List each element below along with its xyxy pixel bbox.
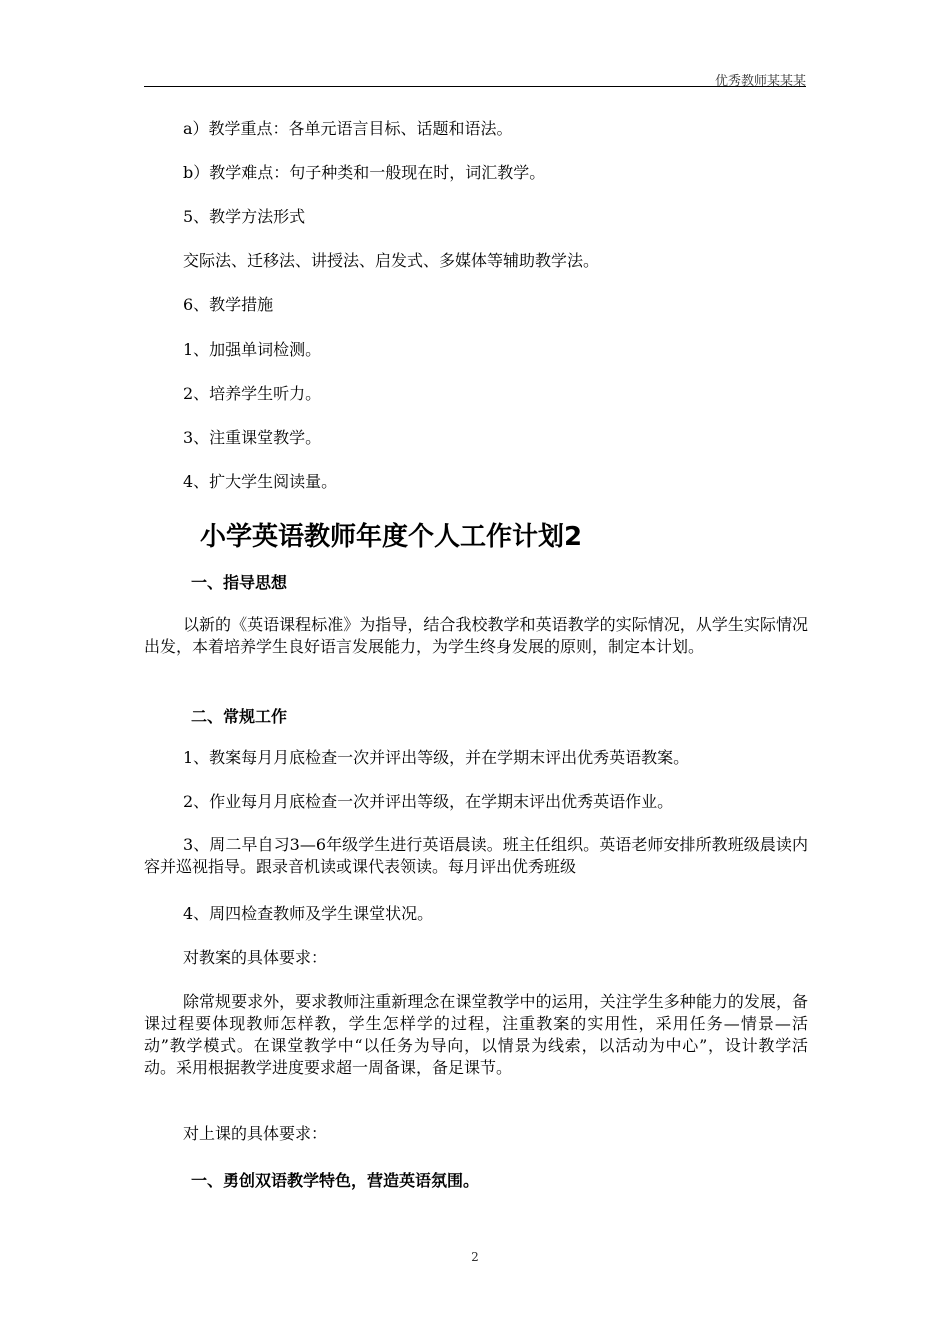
text-line: 3、注重课堂教学。 — [183, 428, 322, 447]
section-heading: 一、指导思想 — [191, 573, 288, 592]
document-title: 小学英语教师年度个人工作计划2 — [200, 522, 583, 552]
header-divider — [144, 86, 806, 87]
text-line: 对上课的具体要求： — [183, 1124, 328, 1143]
text-line: 交际法、迁移法、讲授法、启发式、多媒体等辅助教学法。 — [183, 251, 600, 270]
paragraph: 除常规要求外，要求教师注重新理念在课堂教学中的运用，关注学生多种能力的发展，备课过程要体现教师怎样教，学生怎样学的过程，注重教案的实用性，采用任务—情景—活动”教学模式。在课堂教学中“以任务为导向，以情景为线索，以活动为中心”，设计教学活动。采用根据教学进度要求超一周备课，备足课节。 — [144, 992, 808, 1077]
text-line: 5、教学方法形式 — [183, 207, 306, 226]
text-line: 6、教学措施 — [183, 295, 274, 314]
text-line: 对教案的具体要求： — [183, 948, 328, 967]
text-line: 4、周四检查教师及学生课堂状况。 — [183, 904, 434, 923]
text-line: b）教学难点：句子种类和一般现在时，词汇教学。 — [183, 163, 546, 182]
text-line: 2、培养学生听力。 — [183, 384, 322, 403]
text-line: 1、加强单词检测。 — [183, 340, 322, 359]
sub-heading: 一、勇创双语教学特色，营造英语氛围。 — [191, 1171, 480, 1190]
section-heading: 二、常规工作 — [191, 707, 288, 726]
text-line: 1、教案每月月底检查一次并评出等级，并在学期末评出优秀英语教案。 — [183, 748, 690, 767]
page-number: 2 — [471, 1250, 479, 1264]
text-line: a）教学重点：各单元语言目标、话题和语法。 — [183, 119, 513, 138]
paragraph: 3、周二早自习3—6年级学生进行英语晨读。班主任组织。英语老师安排所教班级晨读内容并巡视指导。跟录音机读或课代表领读。每月评出优秀班级 — [144, 835, 808, 876]
paragraph: 以新的《英语课程标准》为指导，结合我校教学和英语教学的实际情况，从学生实际情况出发，本着培养学生良好语言发展能力，为学生终身发展的原则，制定本计划。 — [144, 615, 808, 656]
text-line: 4、扩大学生阅读量。 — [183, 472, 338, 491]
text-line: 2、作业每月月底检查一次并评出等级，在学期末评出优秀英语作业。 — [183, 792, 674, 811]
page-header: 优秀教师某某某 — [714, 74, 806, 89]
